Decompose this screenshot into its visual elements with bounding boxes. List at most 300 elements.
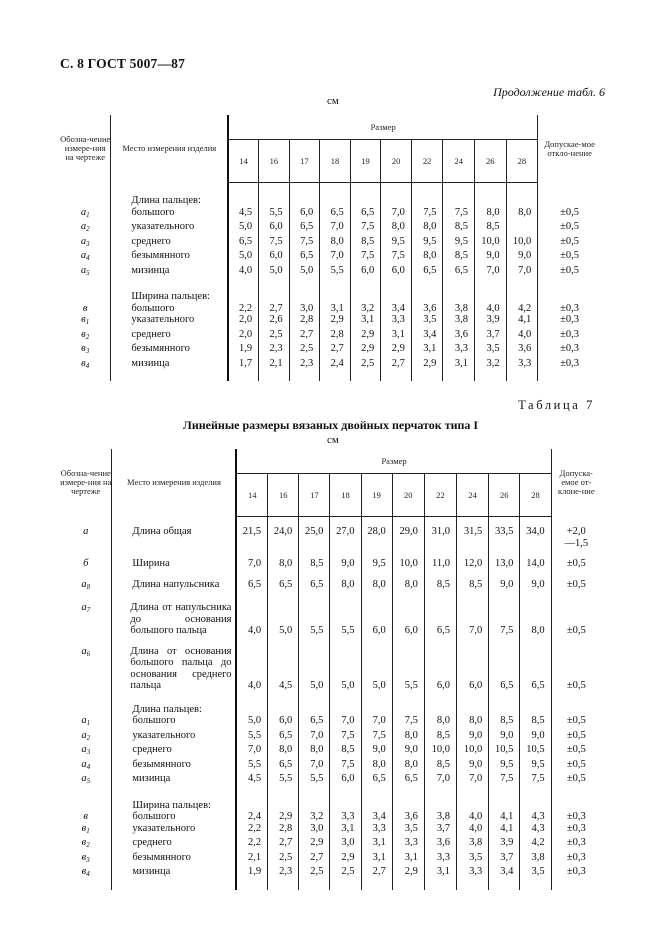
empty-cell [259, 195, 290, 207]
size-value: 29,0 [392, 526, 424, 549]
empty-cell [259, 372, 290, 381]
tolerance-main: ±0,5 [560, 206, 580, 218]
table-row [60, 221, 601, 236]
size-header-18: 18 [330, 474, 361, 517]
empty-cell [443, 279, 475, 291]
empty-cell [411, 195, 443, 207]
size-value: 6,5 [236, 579, 267, 594]
spacer-row [60, 279, 601, 291]
symbol-index: 1 [86, 210, 90, 219]
size-value: 3,5 [531, 866, 545, 877]
empty-cell [361, 692, 392, 704]
empty-cell [538, 195, 601, 207]
symbol-letter: в [81, 851, 87, 863]
empty-cell [457, 881, 489, 890]
size-header-22: 22 [411, 140, 443, 183]
empty-cell [424, 637, 456, 646]
tolerance-main: ±0,5 [566, 578, 586, 590]
size-value: 8,0 [381, 221, 412, 236]
empty-cell [111, 183, 228, 196]
size-value: 2,7 [259, 303, 290, 315]
size-value: 5,5 [259, 207, 290, 222]
size-value: 8,5 [350, 236, 381, 251]
table-6-continuation [60, 115, 601, 381]
empty-cell [551, 800, 601, 812]
size-value: 2,7 [320, 343, 351, 358]
size-value: 4,1 [489, 811, 520, 823]
empty-cell [520, 788, 551, 800]
size-value: 3,3 [457, 866, 489, 881]
size-value: 10,0 [424, 744, 456, 759]
size-value: 8,5 [330, 744, 361, 759]
size-value: 3,1 [330, 823, 361, 838]
tolerance-lower: —1,5 [564, 537, 589, 549]
size-value: 7,5 [361, 730, 392, 745]
measure-symbol [60, 646, 112, 692]
size-value: 2,9 [392, 866, 424, 881]
empty-cell [236, 517, 267, 527]
empty-cell [411, 183, 443, 196]
tolerance-main: ±0,3 [566, 822, 586, 834]
measurement-place: большого [112, 715, 237, 730]
table7-unit: см [327, 434, 339, 446]
empty-cell [520, 637, 551, 646]
tolerance-main: +2,0 [566, 526, 586, 537]
symbol-index: 2 [86, 733, 91, 742]
empty-cell [228, 195, 259, 207]
size-value: 6,0 [457, 646, 489, 692]
symbol-letter: в [81, 343, 86, 354]
deviation-header: Допускае-мое откло-нение [538, 115, 601, 183]
measurement-place: среднего [111, 329, 228, 344]
tolerance-main: ±0,3 [560, 357, 580, 369]
size-value: 9,0 [457, 759, 489, 774]
size-value: 3,5 [475, 343, 507, 358]
empty-cell [392, 517, 424, 527]
measure-symbol [60, 303, 111, 315]
measure-symbol [60, 759, 112, 774]
measurement-place: среднего [111, 236, 228, 251]
empty-cell [112, 692, 237, 704]
table-row [60, 715, 601, 730]
empty-cell [392, 704, 424, 716]
size-value: 33,5 [489, 526, 520, 549]
spacer-row [60, 692, 601, 704]
size-value: 31,0 [424, 526, 456, 549]
empty-cell [112, 570, 237, 579]
empty-cell [424, 704, 456, 716]
empty-cell [457, 788, 489, 800]
size-value: 9,5 [381, 236, 412, 251]
measurement-place: безымянного [112, 759, 237, 774]
empty-cell [506, 183, 538, 196]
size-value: 7,0 [236, 744, 267, 759]
measurement-place: Ширина [112, 558, 237, 570]
measurement-place: Длина напульсника [112, 579, 237, 594]
tolerance-main: ±0,5 [566, 773, 586, 784]
tolerance-main: ±0,3 [566, 866, 586, 877]
measure-symbol [60, 236, 111, 251]
size-value: 10,0 [392, 558, 424, 570]
size-value: 2,7 [381, 358, 412, 373]
symbol-letter: a [80, 221, 87, 232]
size-value: 9,0 [531, 729, 545, 741]
measure-symbol [60, 773, 112, 788]
symbol-letter: a [81, 729, 87, 741]
size-value: 2,9 [320, 314, 351, 329]
empty-cell [551, 593, 601, 602]
empty-cell [381, 279, 412, 291]
size-value: 6,0 [350, 265, 381, 280]
spacer-row [60, 570, 601, 579]
empty-cell [424, 881, 456, 890]
empty-cell [60, 881, 112, 890]
size-value: 3,9 [475, 314, 507, 329]
size-value: 4,5 [236, 773, 267, 788]
size-value: 8,5 [443, 221, 475, 236]
table-row [60, 837, 601, 852]
empty-cell [457, 570, 489, 579]
size-value: 7,0 [518, 264, 532, 276]
empty-cell [350, 183, 381, 196]
empty-cell [457, 549, 489, 558]
table-row [60, 602, 601, 637]
size-header-17: 17 [289, 140, 320, 183]
tolerance-main: ±0,5 [560, 235, 580, 247]
empty-cell [299, 704, 330, 716]
empty-cell [392, 800, 424, 812]
empty-cell [489, 692, 520, 704]
size-value: 7,5 [531, 773, 545, 784]
empty-cell [443, 183, 475, 196]
size-value: 7,5 [381, 250, 412, 265]
size-value: 8,5 [443, 250, 475, 265]
empty-cell [520, 593, 551, 602]
empty-cell [506, 279, 538, 291]
empty-cell [299, 881, 330, 890]
size-header-22: 22 [424, 474, 456, 517]
size-value: 6,0 [361, 602, 392, 637]
empty-cell [268, 692, 299, 704]
size-value: 8,0 [392, 579, 424, 594]
page-header: С. 8 ГОСТ 5007—87 [60, 56, 186, 71]
measure-symbol [60, 602, 112, 637]
size-header-19: 19 [350, 140, 381, 183]
empty-cell [538, 291, 601, 303]
size-value: 5,5 [236, 730, 267, 745]
size-value: 2,5 [299, 866, 330, 881]
size-value: 3,3 [381, 314, 412, 329]
size-value: 3,2 [299, 811, 330, 823]
size-value: 4,1 [489, 823, 520, 838]
size-value: 7,0 [457, 773, 489, 788]
empty-cell [112, 637, 237, 646]
empty-cell [299, 593, 330, 602]
empty-cell [538, 279, 601, 291]
size-value [506, 221, 538, 236]
size-value: 8,0 [361, 759, 392, 774]
tolerance-main: ±0,5 [566, 715, 586, 726]
empty-cell [489, 593, 520, 602]
size-value: 2,9 [330, 852, 361, 867]
size-value: 3,4 [411, 329, 443, 344]
measure-symbol [60, 852, 112, 867]
size-value: 31,5 [457, 526, 489, 549]
size-value: 3,1 [320, 303, 351, 315]
tolerance-main: ±0,5 [566, 680, 586, 691]
empty-cell [320, 183, 351, 196]
empty-cell [520, 704, 551, 716]
size-value: 7,0 [320, 250, 351, 265]
size-value: 3,1 [443, 358, 475, 373]
size-value: 21,5 [236, 526, 267, 549]
empty-cell [268, 881, 299, 890]
size-value: 7,5 [330, 759, 361, 774]
size-value: 2,4 [236, 811, 267, 823]
size-value: 4,0 [457, 811, 489, 823]
size-value: 11,0 [424, 558, 456, 570]
measurement-place: безымянного [111, 250, 228, 265]
size-value: 7,0 [299, 759, 330, 774]
symbol-letter: a [80, 235, 87, 247]
size-value: 10,5 [526, 744, 545, 755]
size-value: 3,3 [361, 823, 392, 838]
symbol-letter: a [80, 250, 87, 261]
size-value: 5,5 [330, 602, 361, 637]
empty-cell [443, 291, 475, 303]
size-value: 6,5 [489, 646, 520, 692]
spacer-row [60, 881, 601, 890]
size-value: 9,5 [443, 236, 475, 251]
size-value: 8,0 [330, 579, 361, 594]
table-row [60, 207, 601, 222]
empty-cell [330, 788, 361, 800]
empty-cell [236, 593, 267, 602]
empty-cell [520, 692, 551, 704]
size-value: 6,5 [289, 221, 320, 236]
continuation-note: Продолжение табл. 6 [493, 85, 605, 99]
measurement-place: большого [111, 207, 228, 222]
empty-cell [299, 692, 330, 704]
spacer-row [60, 788, 601, 800]
size-value: 6,5 [268, 579, 299, 594]
size-value: 5,5 [299, 602, 330, 637]
size-value: 6,0 [259, 221, 290, 236]
size-value: 6,5 [268, 730, 299, 745]
tolerance-main: ±0,5 [566, 558, 586, 569]
size-value: 3,5 [392, 823, 424, 838]
empty-cell [268, 788, 299, 800]
size-value: 8,5 [299, 558, 330, 570]
empty-cell [60, 372, 111, 381]
empty-cell [520, 549, 551, 558]
empty-cell [361, 593, 392, 602]
table-row [60, 526, 601, 549]
size-value: 7,5 [443, 207, 475, 222]
size-value: 2,7 [361, 866, 392, 881]
table-row [60, 558, 601, 570]
size-value: 6,5 [361, 773, 392, 788]
size-value: 2,9 [268, 811, 299, 823]
size-value: 5,5 [392, 646, 424, 692]
empty-cell [268, 570, 299, 579]
size-value: 6,0 [424, 646, 456, 692]
size-header-14: 14 [236, 474, 267, 517]
empty-cell [236, 800, 267, 812]
size-value: 3,4 [489, 866, 520, 881]
empty-cell [551, 517, 601, 527]
empty-cell [392, 549, 424, 558]
measure-symbol [60, 558, 112, 570]
place-header: Место измерения изделия [111, 115, 228, 183]
empty-cell [381, 195, 412, 207]
size-value: 3,4 [361, 811, 392, 823]
empty-cell [60, 183, 111, 196]
size-value: 8,0 [361, 579, 392, 594]
tolerance-main: ±0,5 [560, 264, 580, 276]
size-value: 3,0 [289, 303, 320, 315]
group-title: Ширина пальцев: [112, 800, 237, 812]
tolerance-value [538, 343, 601, 358]
empty-cell [289, 183, 320, 196]
size-value: 9,0 [392, 744, 424, 759]
empty-cell [112, 517, 237, 527]
tolerance-value [538, 236, 601, 251]
empty-cell [330, 800, 361, 812]
empty-cell [489, 788, 520, 800]
size-value: 9,0 [457, 730, 489, 745]
empty-cell [489, 800, 520, 812]
empty-cell [424, 570, 456, 579]
size-value: 8,5 [531, 715, 545, 726]
size-value: 7,0 [361, 715, 392, 730]
tolerance-main: ±0,5 [566, 625, 586, 636]
empty-cell [520, 800, 551, 812]
measurement-place: большого [111, 303, 228, 315]
size-value: 3,1 [411, 343, 443, 358]
size-value: 3,5 [457, 852, 489, 867]
empty-cell [361, 704, 392, 716]
size-value: 9,0 [475, 250, 507, 265]
group-title-row [60, 704, 601, 716]
measure-symbol [60, 250, 111, 265]
size-value: 14,0 [526, 558, 545, 569]
size-value: 6,5 [392, 773, 424, 788]
table7-label: Таблица 7 [518, 398, 595, 412]
size-value: 6,5 [320, 207, 351, 222]
size-value: 7,0 [424, 773, 456, 788]
symbol-letter: в [81, 314, 86, 325]
symbol-letter: a [83, 526, 89, 537]
empty-cell [268, 704, 299, 716]
empty-cell [361, 570, 392, 579]
size-value: 10,0 [475, 236, 507, 251]
symbol-index: 7 [86, 606, 91, 614]
group-title-row [60, 195, 601, 207]
empty-cell [228, 279, 259, 291]
symbol-letter: в [81, 866, 87, 877]
size-value: 8,0 [392, 730, 424, 745]
empty-cell [424, 788, 456, 800]
group-title: Ширина пальцев: [111, 291, 228, 303]
size-value: 4,1 [518, 314, 532, 325]
empty-cell [60, 704, 112, 716]
symbol-letter: a [81, 602, 87, 613]
tolerance-value [551, 852, 601, 867]
size-header-28: 28 [506, 140, 538, 183]
size-value: 2,9 [381, 343, 412, 358]
table-row [60, 329, 601, 344]
empty-cell [361, 800, 392, 812]
empty-cell [506, 372, 538, 381]
table-row [60, 759, 601, 774]
size-value: 3,0 [330, 837, 361, 852]
size-value: 3,2 [475, 358, 507, 373]
tolerance-main: ±0,5 [560, 221, 580, 232]
symbol-index: 1 [86, 719, 91, 727]
empty-cell [112, 549, 237, 558]
symbol-index: 2 [86, 225, 90, 233]
size-header-24: 24 [457, 474, 489, 517]
size-value: 10,0 [512, 235, 532, 247]
size-value: 5,5 [236, 759, 267, 774]
empty-cell [392, 881, 424, 890]
table-row [60, 343, 601, 358]
size-value: 3,7 [424, 823, 456, 838]
symbol-letter: в [82, 302, 88, 314]
size-value: 8,0 [411, 250, 443, 265]
empty-cell [112, 593, 237, 602]
empty-cell [506, 291, 538, 303]
tolerance-value [551, 715, 601, 730]
size-value: 2,2 [228, 303, 259, 315]
empty-cell [551, 881, 601, 890]
measure-symbol [60, 837, 112, 852]
tolerance-value [551, 773, 601, 788]
symbol-index: 3 [86, 855, 90, 864]
size-value: 8,0 [531, 625, 545, 636]
empty-cell [236, 692, 267, 704]
symbol-index: 3 [86, 239, 90, 248]
symbol-letter: a [80, 264, 87, 276]
size-value: 3,7 [489, 852, 520, 867]
table-row [60, 236, 601, 251]
size-value: 4,5 [268, 646, 299, 692]
size-value: 7,0 [236, 558, 267, 570]
size-value: 3,8 [443, 314, 475, 329]
symbol-letter: a [81, 578, 87, 590]
tolerance-value [538, 358, 601, 373]
empty-cell [520, 881, 551, 890]
size-value: 3,9 [489, 837, 520, 852]
size-value: 3,5 [411, 314, 443, 329]
size-value: 2,1 [236, 852, 267, 867]
size-value: 7,0 [475, 265, 507, 280]
empty-cell [424, 517, 456, 527]
tolerance-value [538, 303, 601, 315]
size-value: 3,6 [411, 303, 443, 315]
empty-cell [268, 800, 299, 812]
size-value: 6,5 [443, 265, 475, 280]
size-group-header: Размер [236, 449, 551, 474]
size-value: 5,0 [228, 221, 259, 236]
empty-cell [236, 788, 267, 800]
empty-cell [489, 637, 520, 646]
symbol-index: 1 [86, 826, 90, 835]
empty-cell [350, 195, 381, 207]
size-value: 4,3 [531, 822, 545, 834]
size-value: 5,0 [330, 646, 361, 692]
